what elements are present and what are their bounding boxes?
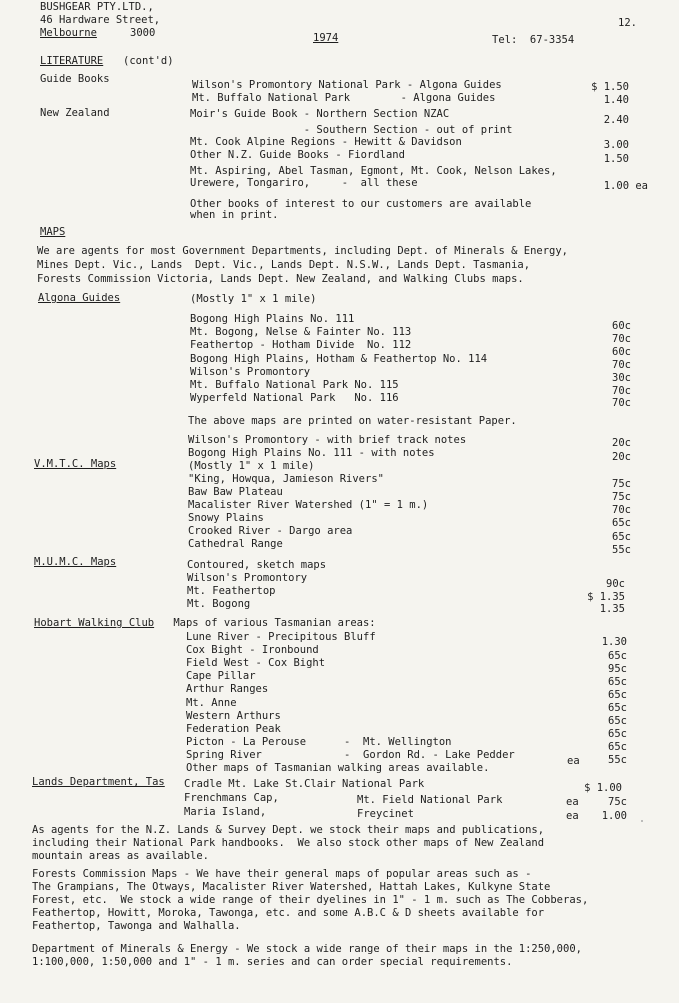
lands-tas-item: Cradle Mt. Lake St.Clair National Park <box>184 778 425 790</box>
hobart-price: 65c <box>608 741 627 753</box>
vmtc-item: Crooked River - Dargo area <box>188 525 353 537</box>
company-street: 46 Hardware Street, <box>40 14 161 26</box>
hobart-item: Picton - La Perouse - Mt. Wellington <box>186 735 452 748</box>
maps-intro-line-1: We are agents for most Government Departments, including Dept. of Minerals & Energy, <box>37 245 569 257</box>
mumc-price: 90c <box>606 578 625 590</box>
mumc-price: 1.35 <box>599 603 625 615</box>
vmtc-price: 20c <box>612 451 631 463</box>
guide-book-price: 1.40 <box>603 94 629 106</box>
nz-book-line: Other N.Z. Guide Books - Fiordland <box>190 149 405 161</box>
hobart-item: Western Arthurs <box>186 709 281 722</box>
paragraph-line: Forests Commission Maps - We have their general maps of popular areas such as - <box>32 868 532 880</box>
algona-price: 60c <box>612 345 631 358</box>
algona-subtitle: (Mostly 1" x 1 mile) <box>190 293 317 305</box>
algona-price: 70c <box>612 384 631 397</box>
algona-price: 30c <box>612 371 631 384</box>
vmtc-item: Bogong High Plains No. 111 - with notes <box>188 447 435 459</box>
vmtc-price: 75c <box>612 478 631 490</box>
algona-item: Feathertop - Hotham Divide No. 112 <box>190 339 412 352</box>
algona-note: The above maps are printed on water-resistant Paper. <box>188 415 517 427</box>
vmtc-item: Snowy Plains <box>188 512 264 524</box>
paragraph-line: Forest, etc. We stock a wide range of their dyelines in 1" - 1 m. such as The Cobberas, <box>32 894 589 906</box>
hobart-item: Arthur Ranges <box>186 683 269 696</box>
vmtc-item: Baw Baw Plateau <box>188 486 283 498</box>
guide-book-line: Mt. Buffalo National Park - Algona Guides <box>192 92 496 104</box>
algona-price: 70c <box>612 332 631 345</box>
literature-note-line-1: Other books of interest to our customers are available <box>190 198 532 210</box>
telephone: Tel: 67-3354 <box>492 34 575 46</box>
hobart-price: 65c <box>608 689 627 701</box>
paragraph-line: Feathertop, Tawonga and Walhalla. <box>32 920 241 932</box>
hobart-item: Lune River - Precipitous Bluff <box>186 631 376 643</box>
hobart-price: 1.30 <box>601 636 627 648</box>
company-postcode: 3000 <box>130 27 156 39</box>
algona-label: Algona Guides <box>38 292 121 304</box>
literature-note-line-2: when in print. <box>190 209 279 221</box>
algona-item: Wyperfeld National Park No. 116 <box>190 392 399 405</box>
paragraph-line: mountain areas as available. <box>32 850 210 862</box>
hobart-label: Hobart Walking Club <box>34 617 155 629</box>
lands-tas-item: Maria Island, <box>184 806 267 818</box>
maps-heading: MAPS <box>40 226 66 238</box>
hobart-item: Federation Peak <box>186 722 281 735</box>
mumc-price: $ 1.35 <box>587 591 625 603</box>
hobart-item: Field West - Cox Bight <box>186 657 326 670</box>
vmtc-item: (Mostly 1" x 1 mile) <box>188 460 315 472</box>
paper-speck <box>641 820 643 822</box>
algona-item: Bogong High Plains No. 111 <box>190 313 355 325</box>
nz-book-line: Mt. Cook Alpine Regions - Hewitt & Davidson <box>190 136 462 148</box>
literature-heading-suffix: (cont'd) <box>123 55 174 67</box>
vmtc-price: 70c <box>612 504 631 516</box>
lands-tas-item: Frenchmans Cap, <box>184 792 279 804</box>
hobart-price: 65c <box>608 650 627 662</box>
new-zealand-label: New Zealand <box>40 107 110 119</box>
algona-item: Mt. Bogong, Nelse & Fainter No. 113 <box>190 326 412 339</box>
vmtc-price: 65c <box>612 517 631 529</box>
hobart-item: Other maps of Tasmanian walking areas available. <box>186 762 490 774</box>
page-number: 12. <box>618 17 637 29</box>
hobart-price: 65c <box>608 728 627 740</box>
vmtc-item: Macalister River Watershed (1" = 1 m.) <box>188 499 429 511</box>
nz-book-line: Urewere, Tongariro, - all these <box>190 177 418 189</box>
nz-book-price: 1.50 <box>603 153 629 165</box>
mumc-item: Wilson's Promontory <box>187 572 308 584</box>
year-heading: 1974 <box>313 32 339 44</box>
hobart-price: 55c <box>608 754 627 766</box>
nz-book-line: - Southern Section - out of print <box>190 124 513 136</box>
lands-tas-price: 75c <box>608 796 627 808</box>
mumc-item: Mt. Bogong <box>187 598 251 610</box>
lands-tas-label: Lands Department, Tas <box>32 776 165 788</box>
mumc-item: Mt. Feathertop <box>187 585 276 597</box>
mumc-item: Contoured, sketch maps <box>187 559 327 571</box>
vmtc-price: 65c <box>612 531 631 543</box>
lands-tas-ea: ea <box>566 810 579 822</box>
paragraph-line: Feathertop, Howitt, Moroka, Tawonga, etc. and some A.B.C & D sheets available for <box>32 907 545 919</box>
maps-intro-line-2: Mines Dept. Vic., Lands Dept. Vic., Lands Dept. N.S.W., Lands Dept. Tasmania, <box>37 259 531 271</box>
hobart-item: Mt. Anne <box>186 696 237 709</box>
hobart-label-suffix: Maps of various Tasmanian areas: <box>167 617 376 629</box>
guide-books-label: Guide Books <box>40 73 110 85</box>
maps-intro-line-3: Forests Commission Victoria, Lands Dept. New Zealand, and Walking Clubs maps. <box>37 273 524 285</box>
lands-tas-item: Mt. Field National Park <box>357 794 503 806</box>
nz-book-line: Mt. Aspiring, Abel Tasman, Egmont, Mt. Cook, Nelson Lakes, <box>190 165 557 177</box>
guide-book-line: Wilson's Promontory National Park - Algona Guides <box>192 79 502 91</box>
hobart-item: Cox Bight - Ironbound <box>186 644 319 657</box>
algona-item: Mt. Buffalo National Park No. 115 <box>190 379 399 391</box>
vmtc-price: 55c <box>612 544 631 556</box>
nz-book-price: 3.00 <box>603 139 629 151</box>
nz-book-price: 2.40 <box>603 114 629 126</box>
algona-item: Wilson's Promontory <box>190 365 311 378</box>
nz-book-price: 1.00 ea <box>603 180 648 192</box>
vmtc-item: Cathedral Range <box>188 538 283 550</box>
nz-book-line: Moir's Guide Book - Northern Section NZAC <box>190 108 450 120</box>
hobart-ea: ea <box>567 755 580 767</box>
hobart-item: Spring River - Gordon Rd. - Lake Pedder <box>186 748 515 761</box>
algona-price: 70c <box>612 358 631 371</box>
algona-item: Bogong High Plains, Hotham & Feathertop No. 114 <box>190 352 488 365</box>
vmtc-price: 75c <box>612 491 631 503</box>
mumc-label: M.U.M.C. Maps <box>34 556 117 568</box>
lands-tas-item: Freycinet <box>357 808 414 820</box>
vmtc-item: Wilson's Promontory - with brief track notes <box>188 434 467 446</box>
hobart-price: 65c <box>608 676 627 688</box>
algona-price: 70c <box>612 397 631 410</box>
company-city: Melbourne <box>40 27 97 39</box>
literature-heading: LITERATURE <box>40 55 104 67</box>
paragraph-line: The Grampians, The Otways, Macalister River Watershed, Hattah Lakes, Kulkyne State <box>32 881 551 893</box>
paragraph-line: including their National Park handbooks. We also stock other maps of New Zealand <box>32 837 545 849</box>
paragraph-line: 1:100,000, 1:50,000 and 1" - 1 m. series and can order special requirements. <box>32 956 513 968</box>
lands-tas-price: $ 1.00 <box>584 782 622 794</box>
vmtc-label: V.M.T.C. Maps <box>34 458 117 470</box>
guide-book-price: $ 1.50 <box>591 81 629 93</box>
hobart-item: Cape Pillar <box>186 670 256 683</box>
paragraph-line: Department of Minerals & Energy - We stock a wide range of their maps in the 1:250,000, <box>32 943 582 955</box>
vmtc-price: 20c <box>612 437 631 449</box>
algona-price: 60c <box>612 320 631 332</box>
company-name: BUSHGEAR PTY.LTD., <box>40 1 154 13</box>
hobart-price: 95c <box>608 663 627 675</box>
lands-tas-ea: ea <box>566 796 579 808</box>
hobart-price: 65c <box>608 715 627 727</box>
vmtc-item: "King, Howqua, Jamieson Rivers" <box>188 473 384 485</box>
hobart-price: 65c <box>608 702 627 714</box>
lands-tas-price: 1.00 <box>601 810 627 822</box>
paragraph-line: As agents for the N.Z. Lands & Survey Dept. we stock their maps and publications, <box>32 824 545 836</box>
